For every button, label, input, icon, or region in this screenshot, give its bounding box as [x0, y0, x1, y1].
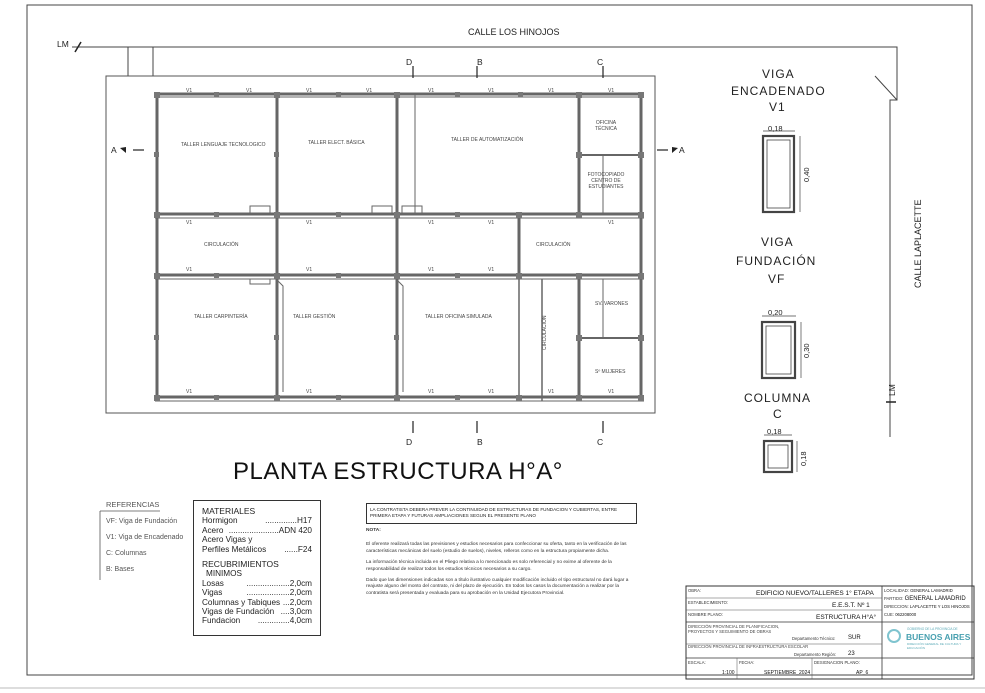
room-taller-carpinteria: TALLER CARPINTERÍA	[194, 314, 248, 320]
room-oficina-tecnica: OFICINA TÉCNICA	[595, 120, 617, 132]
notes-paragraph: Dado que las dimensiones indicadas son a título ilustrativo cualquier modificación incluido el tipo estructural no dará lugar a reajuste alguno del monto del contrato, ni del plazo de ejecución. En todos los casos la documentación a realizar por la contratista será presentada y evaluada para su aprobación en la Unidad Ejecutora Provincial.	[366, 578, 629, 596]
materials-panel	[193, 500, 321, 636]
room-taller-elect: TALLER ELECT. BÁSICA	[308, 140, 365, 146]
section-v1-drawing	[763, 131, 800, 212]
logo-main: BUENOS AIRES	[906, 632, 971, 642]
room-fotocopiado: FOTOCOPIADO CENTRO DE ESTUDIANTES	[587, 172, 625, 190]
marker-b-top: B	[477, 57, 483, 67]
references-panel	[100, 500, 188, 582]
tb-direccion-2: DIRECCIÓN PROVINCIAL DE INFRAESTRUCTURA ESCOLAR	[688, 644, 809, 649]
section-v1-title-3: V1	[769, 100, 786, 114]
cover-value: 2,0cm	[289, 578, 312, 588]
beam-label-v1: V1	[548, 88, 555, 94]
marker-c-top: C	[597, 57, 604, 67]
tb-localidad-label: LOCALIDAD:	[884, 588, 909, 593]
material-label: Hormigon	[202, 516, 238, 526]
cover-value: 2,0cm	[289, 588, 312, 598]
notes-paragraph: La información técnica incluida en el Pliego relativa a lo mencionado es solo referencial y no exime al oferente de la responsabilidad de realizar todos los estudios técnicos necesarios a su cargo.	[366, 560, 612, 572]
section-c-width: 0,18	[767, 427, 782, 436]
room-taller-lenguaje: TALLER LENGUAJE TECNOLOGICO	[181, 142, 266, 148]
section-vf-height: 0,30	[802, 343, 811, 358]
material-label: Acero Vigas y	[202, 535, 253, 545]
marker-d-bottom: D	[406, 437, 413, 447]
tb-fecha-label: FECHA:	[739, 660, 755, 665]
cover-row	[202, 579, 312, 588]
cover-value: 4,0cm	[289, 616, 312, 626]
logo-mark-icon	[887, 629, 901, 643]
tb-localidad	[884, 588, 953, 593]
street-top-label: CALLE LOS HINOJOS	[468, 27, 560, 37]
reference-item: VF: Viga de Fundación	[106, 518, 178, 525]
tb-plano: ESTRUCTURA H°A°	[816, 614, 877, 621]
beam-label-v1: V1	[488, 88, 495, 94]
notes-paragraph: El oferente realizará todas las previsiones y estudios necesarios para confeccionar su oferta, tanto en la verificación de las características mecánicas del suelo (estudio de suelos), niveles, relleros como en la estructura propiamente dicha.	[366, 542, 627, 554]
cover-value: 2,0cm	[289, 597, 312, 607]
beam-label-v1: V1	[186, 267, 193, 273]
tb-direccion-value: LAPLACETTE Y LOS HINOJOS	[909, 604, 970, 609]
beam-label-v1: V1	[488, 389, 495, 395]
reference-item: V1: Viga de Encadenado	[106, 534, 184, 541]
section-v1-height: 0,40	[802, 167, 811, 182]
section-v1-title-2: ENCADENADO	[731, 84, 826, 98]
cover-subtitle: MINIMOS	[206, 569, 242, 579]
beam-label-v1: V1	[488, 220, 495, 226]
tb-direccion-1: DIRECCIÓN PROVINCIAL DE PLANIFICACION, PROYECTOS Y SEGUIMIENTO DE OBRAS	[688, 624, 780, 634]
tb-depto-region-label: Departamento Región:	[794, 652, 837, 657]
tb-partido-value: GENERAL LAMADRID	[904, 596, 966, 602]
reference-item: B: Bases	[106, 566, 135, 573]
marker-a-left: A	[111, 145, 117, 155]
beam-label-v1: V1	[428, 88, 435, 94]
marker-c-bottom: C	[597, 437, 604, 447]
notes-panel	[366, 528, 638, 602]
beam-label-v1: V1	[186, 220, 193, 226]
tb-designacion-label: DESIGNACION PLANO:	[814, 660, 860, 665]
material-value: F24	[297, 544, 312, 554]
beam-label-v1: V1	[186, 389, 193, 395]
cover-dots: ...................	[246, 578, 290, 588]
beam-label-v1: V1	[608, 220, 615, 226]
section-cuts	[133, 66, 668, 433]
logo-sub: DIRECCIÓN GENERAL DE CULTURA Y EDUCACIÓN	[907, 642, 962, 650]
material-label: Perfiles Metálicos	[202, 544, 267, 554]
material-dots: ......................	[228, 525, 279, 535]
section-c-height: 0,18	[799, 451, 808, 466]
marker-d-top: D	[406, 57, 413, 67]
continuity-notice: LA CONTRATISTA DEBERA PREVER LA CONTINUIDAD DE ESTRUCTURAS DE FUNDACION Y CUBIERTAS, ENTRE PRIMERA ETAPA Y FUTURAS AMPLIACIONES SEGUN EL PRESENTE PLANO	[366, 503, 637, 524]
beam-label-v1: V1	[608, 88, 615, 94]
tb-cue	[884, 612, 916, 617]
tb-partido-label: PARTIDO:	[884, 596, 904, 601]
material-row	[202, 545, 312, 554]
cover-dots: ....	[280, 607, 290, 617]
section-c-title-2: C	[773, 407, 783, 421]
cover-row	[202, 607, 312, 616]
material-row	[202, 526, 312, 535]
cover-value: 3,0cm	[289, 607, 312, 617]
tb-establecimiento: E.E.S.T. Nº 1	[832, 602, 870, 609]
tb-localidad-value: GENERAL LAMADRID	[910, 588, 953, 593]
tb-depto-tecnico-label: Departamento Técnico:	[792, 636, 836, 641]
reference-item: C: Columnas	[106, 550, 147, 557]
beam-label-v1: V1	[488, 267, 495, 273]
tb-direccion	[884, 604, 970, 609]
marker-b-bottom: B	[477, 437, 483, 447]
material-row	[202, 535, 312, 544]
section-vf-title-3: VF	[768, 272, 786, 286]
beam-label-v1: V1	[428, 267, 435, 273]
room-sv-varones: SV. VARONES	[595, 301, 629, 307]
corner-chamfer	[875, 76, 897, 100]
room-circulacion-3: CIRCULACIÓN	[542, 315, 548, 350]
tb-depto-region: 23	[848, 651, 855, 657]
material-dots: ......	[284, 544, 298, 554]
main-title: PLANTA ESTRUCTURA H°A°	[233, 458, 563, 485]
beam-label-v1: V1	[306, 220, 313, 226]
tb-direccion-label: DIRECCION:	[884, 604, 909, 609]
section-v1-width: 0,18	[768, 124, 783, 133]
building-outline	[106, 76, 655, 413]
room-taller-oficina: TALLER OFICINA SIMULADA	[425, 314, 492, 320]
cover-dots: ...................	[246, 588, 290, 598]
street-right-label: CALLE LAPLACETTE	[913, 199, 923, 288]
tb-designacion: AP_6	[856, 670, 869, 676]
section-vf-title-1: VIGA	[761, 235, 794, 249]
tb-escala: 1:100	[722, 670, 735, 676]
cover-row	[202, 588, 312, 597]
section-vf-drawing	[762, 316, 801, 378]
tb-obra: EDIFICIO NUEVO/TALLERES 1° ETAPA	[756, 590, 874, 597]
beam-label-v1: V1	[246, 88, 253, 94]
beam-label-v1: V1	[548, 389, 555, 395]
beam-label-v1: V1	[306, 267, 313, 273]
cover-title: RECUBRIMIENTOS	[202, 559, 279, 570]
room-circulacion-1: CIRCULACIÓN	[204, 242, 239, 248]
tb-obra-label: OBRA:	[688, 588, 702, 593]
tb-plano-label: NOMBRE PLANO:	[688, 612, 723, 617]
room-circulacion-2: CIRCULACIÓN	[536, 242, 571, 248]
tb-depto-tecnico: SUR	[848, 635, 861, 641]
room-sv-mujeres: Sº MUJERES	[595, 369, 626, 375]
cover-label: Columnas y Tabiques	[202, 597, 281, 607]
beam-label-v1: V1	[366, 88, 373, 94]
logo-top: GOBIERNO DE LA PROVINCIA DE	[907, 627, 958, 631]
cover-row	[202, 598, 312, 607]
tb-establecimiento-label: ESTABLECIMIENTO:	[688, 600, 729, 605]
material-label: Acero	[202, 525, 224, 535]
lm-label-top: LM	[57, 39, 69, 49]
notes-title: NOTA:	[366, 528, 381, 533]
beam-label-v1: V1	[428, 220, 435, 226]
cover-label: Fundacion	[202, 616, 241, 626]
tb-fecha: SEPTIEMBRE_2024	[764, 670, 811, 676]
cover-row	[202, 616, 312, 625]
marker-a-right: A	[679, 145, 685, 155]
material-value: ADN 420	[278, 525, 312, 535]
section-v1-title-1: VIGA	[762, 67, 795, 81]
cover-label: Vigas de Fundación	[202, 607, 275, 617]
tb-escala-label: ESCALA:	[688, 660, 706, 665]
gba-logo	[885, 625, 971, 657]
cover-label: Vigas	[202, 588, 223, 598]
tb-partido	[884, 596, 966, 602]
material-row	[202, 516, 312, 525]
beam-label-v1: V1	[428, 389, 435, 395]
section-vf-width: 0,20	[768, 308, 783, 317]
material-value: H17	[296, 516, 312, 526]
room-taller-gestion: TALLER GESTIÓN	[293, 314, 336, 320]
beam-label-v1: V1	[608, 389, 615, 395]
tb-cue-value: 062208000	[895, 612, 917, 617]
section-vf-title-2: FUNDACIÓN	[736, 254, 817, 268]
beam-label-v1: V1	[306, 389, 313, 395]
room-taller-auto: TALLER DE AUTOMATIZACIÓN	[451, 137, 524, 143]
section-c-drawing	[764, 435, 797, 472]
beam-label-v1: V1	[186, 88, 193, 94]
cover-label: Losas	[202, 578, 224, 588]
title-block	[686, 586, 974, 679]
materials-title: MATERIALES	[202, 506, 256, 516]
cover-dots: ..............	[257, 616, 290, 626]
beam-label-v1: V1	[306, 88, 313, 94]
references-title: REFERENCIAS	[106, 500, 160, 509]
material-dots: ..............	[265, 516, 297, 526]
tb-cue-label: CUE:	[884, 612, 895, 617]
cover-dots: ...	[282, 597, 290, 607]
lm-label-right: LM	[887, 384, 897, 396]
section-c-title-1: COLUMNA	[744, 391, 812, 405]
